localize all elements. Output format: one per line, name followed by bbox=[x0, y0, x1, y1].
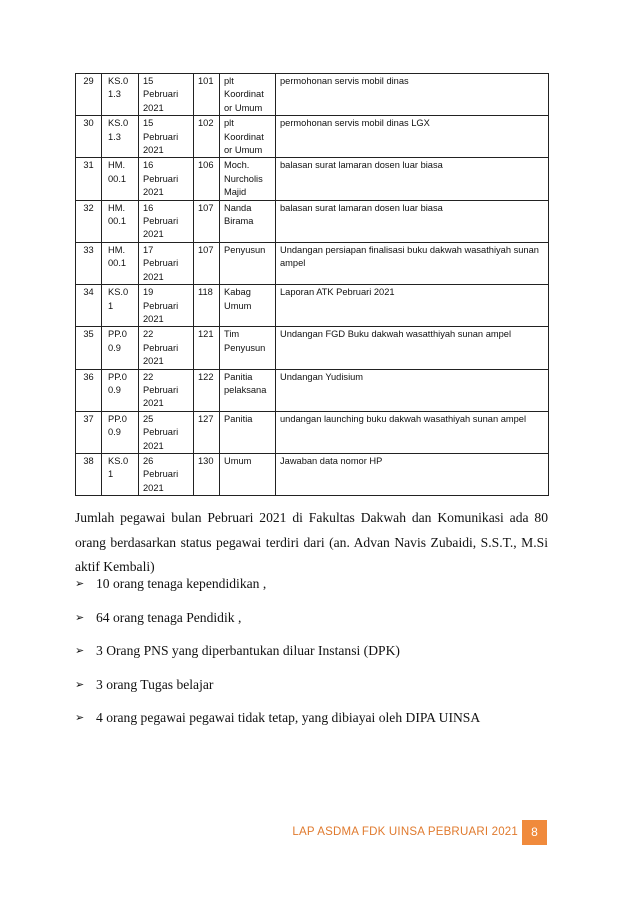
cell-description: balasan surat lamaran dosen luar biasa bbox=[276, 158, 549, 200]
cell-description: undangan launching buku dakwah wasathiyah sunan ampel bbox=[276, 411, 549, 453]
cell-letter-number: 101 bbox=[194, 74, 220, 116]
cell-description: Undangan FGD Buku dakwah wasatthiyah sunan ampel bbox=[276, 327, 549, 369]
cell-date: 19 Pebruari 2021 bbox=[139, 285, 194, 327]
cell-unit: Umum bbox=[220, 453, 276, 495]
cell-description: permohonan servis mobil dinas LGX bbox=[276, 116, 549, 158]
cell-description: Undangan persiapan finalisasi buku dakwah wasathiyah sunan ampel bbox=[276, 242, 549, 284]
table-row bbox=[76, 285, 549, 327]
cell-unit: Panitia bbox=[220, 411, 276, 453]
arrow-bullet-icon: ➢ bbox=[75, 610, 85, 624]
cell-letter-number: 121 bbox=[194, 327, 220, 369]
cell-unit: plt Koordinat or Umum bbox=[220, 74, 276, 116]
cell-unit: Panitia pelaksana bbox=[220, 369, 276, 411]
table-row bbox=[76, 369, 549, 411]
table-row bbox=[76, 453, 549, 495]
cell-code: KS.0 1 bbox=[102, 285, 139, 327]
table-row bbox=[76, 158, 549, 200]
cell-code: KS.0 1.3 bbox=[102, 116, 139, 158]
cell-date: 15 Pebruari 2021 bbox=[139, 74, 194, 116]
cell-number: 33 bbox=[76, 242, 102, 284]
cell-description: balasan surat lamaran dosen luar biasa bbox=[276, 200, 549, 242]
cell-number: 29 bbox=[76, 74, 102, 116]
cell-letter-number: 107 bbox=[194, 200, 220, 242]
cell-number: 38 bbox=[76, 453, 102, 495]
cell-letter-number: 107 bbox=[194, 242, 220, 284]
footer-report-title: LAP ASDMA FDK UINSA PEBRUARI 2021 bbox=[292, 826, 518, 838]
cell-code: PP.0 0.9 bbox=[102, 369, 139, 411]
list-item: ➢ 3 Orang PNS yang diperbantukan diluar Instansi (DPK) bbox=[75, 639, 555, 673]
cell-number: 30 bbox=[76, 116, 102, 158]
cell-code: PP.0 0.9 bbox=[102, 411, 139, 453]
cell-number: 35 bbox=[76, 327, 102, 369]
cell-date: 26 Pebruari 2021 bbox=[139, 453, 194, 495]
cell-code: KS.0 1.3 bbox=[102, 74, 139, 116]
table-row bbox=[76, 74, 549, 116]
cell-description: Jawaban data nomor HP bbox=[276, 453, 549, 495]
cell-unit: Tim Penyusun bbox=[220, 327, 276, 369]
table-row bbox=[76, 200, 549, 242]
cell-code: PP.0 0.9 bbox=[102, 327, 139, 369]
list-item: ➢ 10 orang tenaga kependidikan , bbox=[75, 572, 555, 606]
arrow-bullet-icon: ➢ bbox=[75, 577, 85, 590]
cell-date: 17 Pebruari 2021 bbox=[139, 242, 194, 284]
cell-description: Undangan Yudisium bbox=[276, 369, 549, 411]
table-row bbox=[76, 242, 549, 284]
cell-unit: plt Koordinat or Umum bbox=[220, 116, 276, 158]
arrow-bullet-icon: ➢ bbox=[75, 677, 85, 691]
cell-letter-number: 130 bbox=[194, 453, 220, 495]
cell-number: 37 bbox=[76, 411, 102, 453]
table-row bbox=[76, 116, 549, 158]
page-number-badge: 8 bbox=[522, 820, 547, 845]
cell-number: 31 bbox=[76, 158, 102, 200]
cell-number: 34 bbox=[76, 285, 102, 327]
list-item: ➢ 3 orang Tugas belajar bbox=[75, 673, 555, 707]
cell-date: 16 Pebruari 2021 bbox=[139, 158, 194, 200]
cell-number: 32 bbox=[76, 200, 102, 242]
cell-description: permohonan servis mobil dinas bbox=[276, 74, 549, 116]
cell-code: HM. 00.1 bbox=[102, 200, 139, 242]
table-row bbox=[76, 327, 549, 369]
arrow-bullet-icon: ➢ bbox=[75, 644, 85, 657]
cell-letter-number: 122 bbox=[194, 369, 220, 411]
cell-date: 16 Pebruari 2021 bbox=[139, 200, 194, 242]
cell-description: Laporan ATK Pebruari 2021 bbox=[276, 285, 549, 327]
cell-unit: Moch. Nurcholis Majid bbox=[220, 158, 276, 200]
cell-code: KS.0 1 bbox=[102, 453, 139, 495]
cell-letter-number: 118 bbox=[194, 285, 220, 327]
list-item: ➢ 64 orang tenaga Pendidik , bbox=[75, 606, 555, 640]
cell-code: HM. 00.1 bbox=[102, 242, 139, 284]
cell-code: HM. 00.1 bbox=[102, 158, 139, 200]
arrow-bullet-icon: ➢ bbox=[75, 711, 85, 724]
cell-letter-number: 106 bbox=[194, 158, 220, 200]
cell-unit: Penyusun bbox=[220, 242, 276, 284]
letters-table bbox=[75, 73, 549, 496]
cell-date: 22 Pebruari 2021 bbox=[139, 327, 194, 369]
cell-date: 25 Pebruari 2021 bbox=[139, 411, 194, 453]
cell-unit: Kabag Umum bbox=[220, 285, 276, 327]
employee-status-list bbox=[75, 572, 555, 740]
cell-date: 22 Pebruari 2021 bbox=[139, 369, 194, 411]
cell-letter-number: 127 bbox=[194, 411, 220, 453]
cell-date: 15 Pebruari 2021 bbox=[139, 116, 194, 158]
employee-summary-paragraph: Jumlah pegawai bulan Pebruari 2021 di Fakultas Dakwah dan Komunikasi ada 80 orang berdasarkan status pegawai terdiri dari (an. Advan Navis Zubaidi, S.S.T., M.Si aktif Kembali) bbox=[75, 510, 548, 574]
list-item: ➢ 4 orang pegawai pegawai tidak tetap, yang dibiayai oleh DIPA UINSA bbox=[75, 706, 555, 740]
table-row bbox=[76, 411, 549, 453]
cell-letter-number: 102 bbox=[194, 116, 220, 158]
cell-number: 36 bbox=[76, 369, 102, 411]
cell-unit: Nanda Birama bbox=[220, 200, 276, 242]
